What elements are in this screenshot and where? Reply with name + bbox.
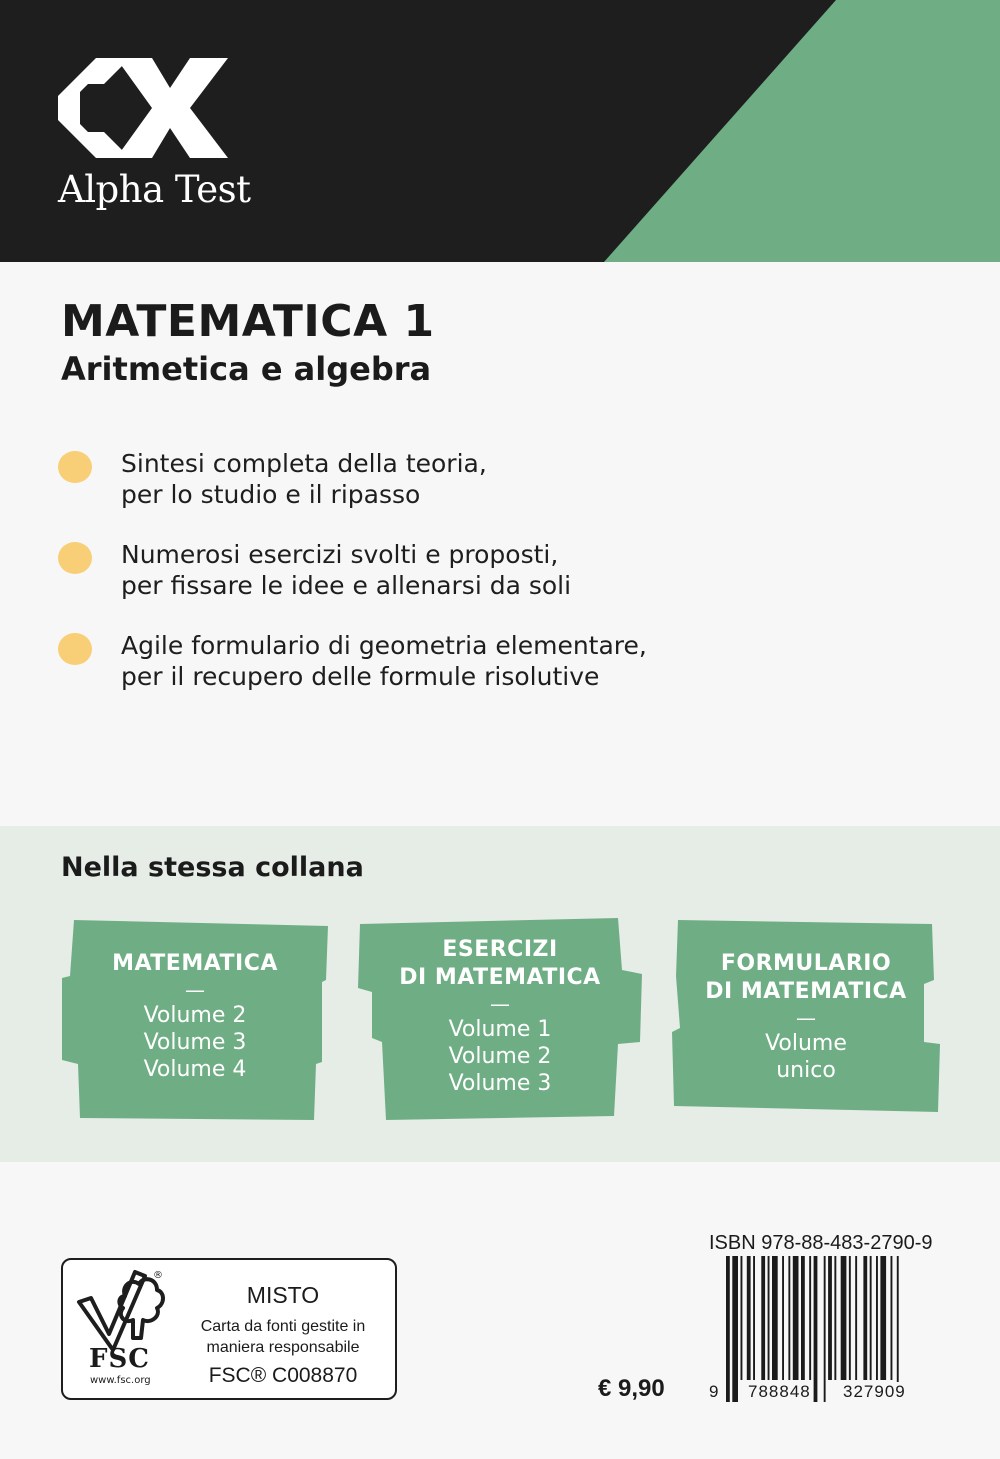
series-panel	[0, 826, 1000, 1162]
barcode-bar	[772, 1256, 778, 1380]
registered-mark: ®	[153, 1270, 163, 1281]
barcode-bar	[741, 1256, 743, 1380]
card-volume: Volume	[765, 1031, 847, 1056]
barcode-bar	[870, 1256, 872, 1380]
barcode-bar	[809, 1256, 811, 1380]
price: € 9,90	[598, 1375, 665, 1402]
feature-item	[58, 539, 758, 601]
card-volume: Volume 3	[143, 1030, 247, 1055]
card-volume: Volume 4	[143, 1057, 247, 1082]
isbn-text: ISBN 978-88-483-2790-9	[709, 1232, 933, 1254]
fsc-label	[61, 1258, 397, 1400]
card-volume: Volume 2	[448, 1044, 552, 1069]
fsc-code: FSC® C008870	[208, 1364, 358, 1387]
barcode-bar	[726, 1256, 730, 1402]
fsc-description-line: maniera responsabile	[206, 1339, 360, 1356]
barcode-bar	[761, 1256, 765, 1380]
card-title: FORMULARIO	[720, 951, 892, 976]
card-title: ESERCIZI	[442, 937, 558, 962]
brand-name: Alpha Test	[58, 168, 251, 211]
barcode-digits-left: 788848	[748, 1382, 811, 1401]
feature-item	[58, 630, 758, 692]
barcode-bar	[849, 1256, 851, 1380]
feature-text-line: per il recupero delle formule risolutive	[121, 662, 600, 691]
barcode-bar	[747, 1256, 751, 1380]
barcode-bar	[814, 1256, 818, 1402]
barcode-bar	[824, 1256, 826, 1402]
barcode-digits-right: 327909	[843, 1382, 906, 1401]
fsc-category: MISTO	[246, 1282, 320, 1308]
book-title: MATEMATICA 1	[61, 296, 435, 347]
series-title: Nella stessa collana	[61, 852, 364, 883]
feature-text-line: per fissare le idee e allenarsi da soli	[121, 571, 572, 600]
barcode-bar	[841, 1256, 847, 1380]
card-title: MATEMATICA	[112, 951, 278, 976]
feature-text-line: Numerosi esercizi svolti e proposti,	[121, 540, 559, 569]
barcode-bar	[897, 1256, 899, 1402]
series-card-matematica	[60, 918, 330, 1122]
bullet-dot-icon	[58, 451, 92, 483]
series-card-formulario	[668, 918, 944, 1122]
card-volume: unico	[776, 1058, 836, 1083]
barcode-bar	[732, 1256, 738, 1402]
card-dash: —	[185, 978, 205, 1002]
alphatest-logo-icon	[58, 58, 230, 158]
barcode-bar	[863, 1256, 867, 1380]
fsc-website: www.fsc.org	[90, 1375, 151, 1386]
barcode-bar	[753, 1256, 755, 1380]
feature-text-line: Agile formulario di geometria elementare,	[121, 631, 647, 660]
fsc-logo-text: FSC	[89, 1344, 150, 1374]
barcode-bar	[834, 1256, 836, 1380]
bullet-dot-icon	[58, 542, 92, 574]
card-dash: —	[796, 1006, 816, 1030]
fsc-description	[183, 1316, 383, 1358]
fsc-description-line: Carta da fonti gestite in	[200, 1318, 366, 1335]
barcode-digit-first: 9	[709, 1382, 719, 1401]
book-subtitle: Aritmetica e algebra	[61, 350, 432, 388]
feature-item	[58, 448, 758, 510]
series-card-esercizi	[356, 918, 644, 1122]
bullet-dot-icon	[58, 633, 92, 665]
card-volume: Volume 2	[143, 1003, 247, 1028]
barcode-bar	[876, 1256, 878, 1380]
barcode-bar	[880, 1256, 886, 1380]
card-title: DI MATEMATICA	[705, 979, 907, 1004]
barcode-bar	[788, 1256, 790, 1380]
card-title: DI MATEMATICA	[399, 965, 601, 990]
barcode-bar	[891, 1256, 893, 1380]
feature-text-line: Sintesi completa della teoria,	[121, 449, 487, 478]
barcode-bar	[855, 1256, 857, 1380]
barcode-bar	[793, 1256, 799, 1380]
barcode-bar	[768, 1256, 770, 1380]
barcode-bar	[828, 1256, 832, 1380]
feature-list	[58, 448, 758, 721]
header-band	[0, 0, 1000, 262]
card-volume: Volume 1	[448, 1017, 552, 1042]
barcode-bar	[782, 1256, 784, 1380]
card-dash: —	[490, 992, 510, 1016]
card-volume: Volume 3	[448, 1071, 552, 1096]
feature-text-line: per lo studio e il ripasso	[121, 480, 421, 509]
barcode-bar	[801, 1256, 805, 1380]
